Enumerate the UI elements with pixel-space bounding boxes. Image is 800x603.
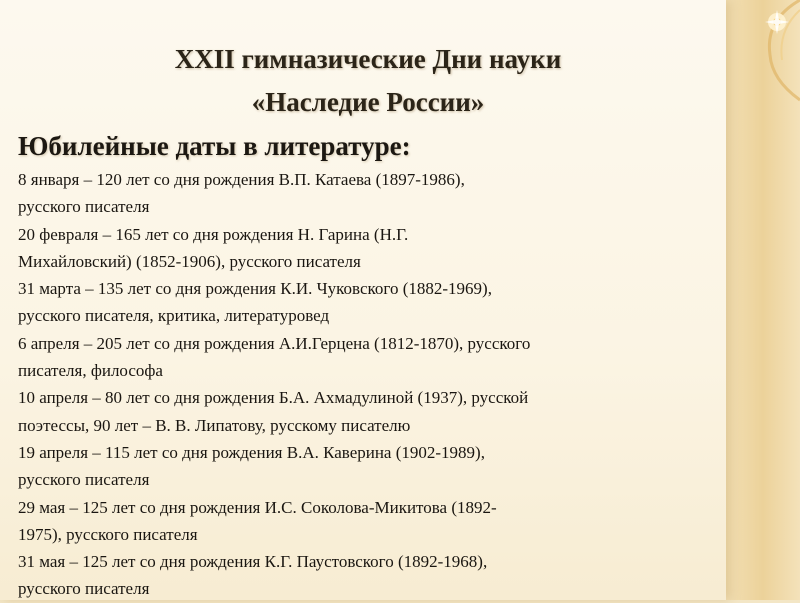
page-title: XXII гимназические Дни науки (174, 44, 562, 74)
list-item-line: писателя, философа (18, 361, 163, 381)
section-heading: Юбилейные даты в литературе: (18, 131, 411, 161)
list-item-line: 31 мая – 125 лет со дня рождения К.Г. Паустовского (1892-1968), (18, 552, 488, 572)
list-item-line: 19 апреля – 115 лет со дня рождения В.А. Каверина (1902-1989), (18, 442, 485, 462)
list-item-line: 8 января – 120 лет со дня рождения В.П. Катаева (1897-1986), (18, 170, 465, 189)
list-item-line: 20 февраля – 165 лет со дня рождения Н. Гарина (Н.Г. (18, 224, 409, 244)
list-item-line: Михайловский) (1852-1906), русского писателя (18, 251, 361, 271)
list-item-line: русского писателя (18, 579, 150, 599)
list-item-line: поэтессы, 90 лет – В. В. Липатову, русскому писателю (18, 415, 411, 435)
anniversary-list (18, 166, 718, 603)
list-item-line: 1975), русского писателя (18, 524, 198, 544)
list-item-line: русского писателя (18, 470, 150, 490)
page-title-quote: «Наследие России» (251, 87, 485, 117)
list-item-line: русского писателя (18, 197, 150, 217)
list-item-line: 29 мая – 125 лет со дня рождения И.С. Соколова-Микитова (1892- (18, 497, 497, 517)
list-item-line: русского писателя, критика, литературовед (18, 306, 330, 326)
list-item-line: 6 апреля – 205 лет со дня рождения А.И.Герцена (1812-1870), русского (18, 333, 531, 353)
list-item-line: 10 апреля – 80 лет со дня рождения Б.А. Ахмадулиной (1937), русской (18, 388, 529, 408)
list-item-line: 31 марта – 135 лет со дня рождения К.И. Чуковского (1882-1969), (18, 279, 492, 299)
